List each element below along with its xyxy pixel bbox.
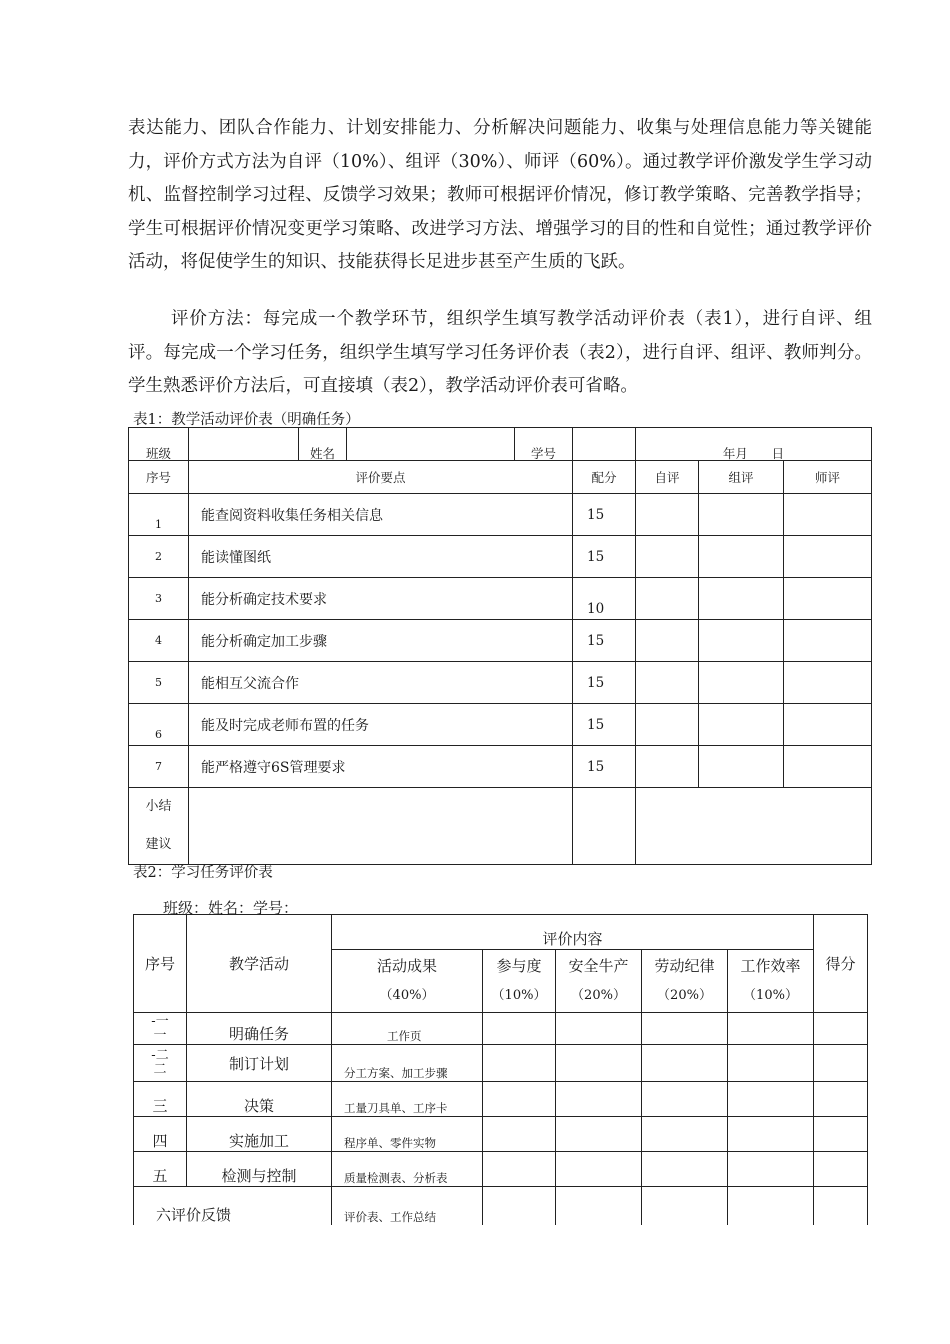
teacher-score-cell[interactable] — [784, 620, 872, 662]
score-cell[interactable] — [814, 1082, 868, 1117]
intro-paragraph-1: 表达能力、团队合作能力、计划安排能力、分析解决问题能力、收集与处理信息能力等关键能力，评价方式方法为自评（10%）、组评（30%）、师评（60%）。通过教学评价激发学生学习动机、监督控制学习过程、反馈学习效果；教师可根据评价情况，修订教学策略、完善教学指导；学生可根据评价情况变更学习策略、改进学习方法、增强学习的目的性和自觉性；通过教学评价活动，将促使学生的知识、技能获得长足进步甚至产生质的飞跃。 — [128, 118, 872, 272]
t2-header-seq: 序号 — [134, 915, 187, 1013]
t2-row-activity: 明确任务 — [187, 1013, 332, 1045]
table2-caption: 表2：学习任务评价表 — [133, 865, 273, 881]
score-cell[interactable] — [814, 1013, 868, 1045]
score-cell[interactable] — [814, 1045, 868, 1082]
self-score-cell[interactable] — [636, 536, 699, 578]
safety-cell[interactable] — [556, 1082, 642, 1117]
header-teacher: 师评 — [784, 461, 872, 494]
header-score: 配分 — [573, 461, 636, 494]
summary-field[interactable] — [189, 788, 573, 865]
row-item: 能查阅资料收集任务相关信息 — [189, 494, 573, 536]
participation-cell[interactable] — [483, 1045, 556, 1082]
self-score-cell[interactable] — [636, 746, 699, 788]
t2-header-outcome: 活动成果 （40%） — [332, 950, 483, 1013]
row-item: 能分析确定技术要求 — [189, 578, 573, 620]
row-seq: 3 — [129, 578, 189, 620]
date-cell[interactable]: 年月 日 — [636, 428, 872, 461]
teacher-score-cell[interactable] — [784, 494, 872, 536]
row-seq: 4 — [129, 620, 189, 662]
suggestion-label: 建议 — [145, 837, 172, 852]
table-row — [134, 1082, 868, 1117]
task-evaluation-table — [133, 914, 868, 1225]
t2-header-activity: 教学活动 — [187, 915, 332, 1013]
t2-row-activity: 决策 — [187, 1082, 332, 1117]
t2-row-activity: 制订计划 — [187, 1045, 332, 1082]
row-score: 15 — [573, 662, 636, 704]
discipline-cell[interactable] — [642, 1013, 728, 1045]
header-self: 自评 — [636, 461, 699, 494]
row-score: 15 — [573, 494, 636, 536]
efficiency-cell[interactable] — [728, 1152, 814, 1187]
t2-header-score: 得分 — [814, 915, 868, 1013]
teacher-score-cell[interactable] — [784, 704, 872, 746]
row-score: 15 — [573, 746, 636, 788]
t2-row-seq: 四 — [134, 1117, 187, 1152]
table-row — [129, 578, 872, 620]
row-item: 能相互父流合作 — [189, 662, 573, 704]
t2-row-seq: 五 — [134, 1152, 187, 1187]
summary-label-cell — [129, 788, 189, 865]
row-seq: 7 — [129, 746, 189, 788]
group-score-cell[interactable] — [699, 578, 784, 620]
efficiency-cell[interactable] — [728, 1082, 814, 1117]
teacher-score-cell[interactable] — [784, 662, 872, 704]
self-score-cell[interactable] — [636, 494, 699, 536]
safety-cell[interactable] — [556, 1045, 642, 1082]
t2-header-content: 评价内容 — [332, 915, 814, 950]
table-row — [129, 662, 872, 704]
table-row — [129, 494, 872, 536]
table-row — [129, 704, 872, 746]
teacher-score-cell[interactable] — [784, 578, 872, 620]
efficiency-cell[interactable] — [728, 1013, 814, 1045]
t2-row-seq: -一 一 — [134, 1013, 187, 1045]
t2-row-outcome: 程序单、零件实物 — [332, 1117, 483, 1152]
score-cell[interactable] — [814, 1187, 868, 1226]
discipline-cell[interactable] — [642, 1045, 728, 1082]
participation-cell[interactable] — [483, 1013, 556, 1045]
safety-cell[interactable] — [556, 1152, 642, 1187]
teacher-score-cell[interactable] — [784, 746, 872, 788]
t2-header-efficiency: 工作效率 （10%） — [728, 950, 814, 1013]
row-seq: 2 — [129, 536, 189, 578]
t2-header-participation: 参与度 （10%） — [483, 950, 556, 1013]
table-row — [134, 1117, 868, 1152]
header-seq: 序号 — [129, 461, 189, 494]
row-item: 能及时完成老师布置的任务 — [189, 704, 573, 746]
participation-cell[interactable] — [483, 1117, 556, 1152]
participation-cell[interactable] — [483, 1152, 556, 1187]
score-cell[interactable] — [814, 1117, 868, 1152]
discipline-cell[interactable] — [642, 1082, 728, 1117]
group-score-cell[interactable] — [699, 704, 784, 746]
safety-cell[interactable] — [556, 1187, 642, 1226]
row-item: 能读懂图纸 — [189, 536, 573, 578]
t2-row-outcome: 分工方案、加工步骤 — [332, 1045, 483, 1082]
t2-row-seq: 三 — [134, 1082, 187, 1117]
table-row — [134, 1045, 868, 1082]
id-field[interactable] — [573, 428, 636, 461]
header-group: 组评 — [699, 461, 784, 494]
safety-cell[interactable] — [556, 1013, 642, 1045]
row-score: 15 — [573, 620, 636, 662]
table-row — [129, 536, 872, 578]
intro-paragraph-2: 评价方法：每完成一个教学环节，组织学生填写教学活动评价表（表1），进行自评、组评。每完成一个学习任务，组织学生填写学习任务评价表（表2），进行自评、组评、教师判分。学生熟悉评价方法后，可直接填（表2），教学活动评价表可省略。 — [128, 309, 872, 396]
summary-label: 小结 — [145, 799, 172, 814]
t2-row-outcome: 工量刀具单、工序卡 — [332, 1082, 483, 1117]
table-row — [129, 620, 872, 662]
table-row — [134, 1152, 868, 1187]
t2-row-outcome: 工作页 — [332, 1013, 483, 1045]
t2-header-safety: 安全牛产 （20%） — [556, 950, 642, 1013]
discipline-cell[interactable] — [642, 1187, 728, 1226]
t2-row-outcome: 质量检测表、分析表 — [332, 1152, 483, 1187]
efficiency-cell[interactable] — [728, 1187, 814, 1226]
table1-caption: 表1：教学活动评价表（明确任务） — [133, 412, 360, 428]
class-field[interactable] — [189, 428, 299, 461]
self-score-cell[interactable] — [636, 662, 699, 704]
row-score: 15 — [573, 536, 636, 578]
row-item: 能严格遵守6S管理要求 — [189, 746, 573, 788]
t2-row-activity: 检测与控制 — [187, 1152, 332, 1187]
score-cell[interactable] — [814, 1152, 868, 1187]
self-score-cell[interactable] — [636, 704, 699, 746]
discipline-cell[interactable] — [642, 1152, 728, 1187]
name-label-cell: 姓名 — [299, 428, 347, 461]
group-score-cell[interactable] — [699, 536, 784, 578]
row-item: 能分析确定加工步骤 — [189, 620, 573, 662]
safety-cell[interactable] — [556, 1117, 642, 1152]
t2-header-discipline: 劳动纪律 （20%） — [642, 950, 728, 1013]
efficiency-cell[interactable] — [728, 1117, 814, 1152]
group-score-cell[interactable] — [699, 662, 784, 704]
participation-cell[interactable] — [483, 1082, 556, 1117]
t2-row-activity: 实施加工 — [187, 1117, 332, 1152]
name-field[interactable] — [347, 428, 515, 461]
teacher-score-cell[interactable] — [784, 536, 872, 578]
table-row — [134, 1187, 868, 1226]
self-score-cell[interactable] — [636, 578, 699, 620]
t2-row-seq: -二 二 — [134, 1045, 187, 1082]
header-points: 评价要点 — [189, 461, 573, 494]
t2-row-seq: 六评价反馈 — [134, 1187, 332, 1226]
activity-evaluation-table — [128, 427, 872, 865]
id-label-cell: 学号 — [515, 428, 573, 461]
table2-info-line: 班级：姓名：学号： — [163, 899, 299, 917]
summary-remarks-cell[interactable] — [636, 788, 872, 865]
row-seq: 1 — [155, 518, 162, 531]
class-label-cell: 班级 — [129, 428, 189, 461]
group-score-cell[interactable] — [699, 746, 784, 788]
participation-cell[interactable] — [483, 1187, 556, 1226]
table-row — [129, 746, 872, 788]
summary-score-cell[interactable] — [573, 788, 636, 865]
row-score: 15 — [573, 704, 636, 746]
row-seq: 6 — [155, 728, 162, 741]
self-score-cell[interactable] — [636, 620, 699, 662]
group-score-cell[interactable] — [699, 620, 784, 662]
group-score-cell[interactable] — [699, 494, 784, 536]
discipline-cell[interactable] — [642, 1117, 728, 1152]
row-score: 10 — [587, 600, 605, 617]
row-seq: 5 — [129, 662, 189, 704]
t2-row-outcome: 评价表、工作总结 — [332, 1187, 483, 1226]
efficiency-cell[interactable] — [728, 1045, 814, 1082]
table-row — [134, 1013, 868, 1045]
